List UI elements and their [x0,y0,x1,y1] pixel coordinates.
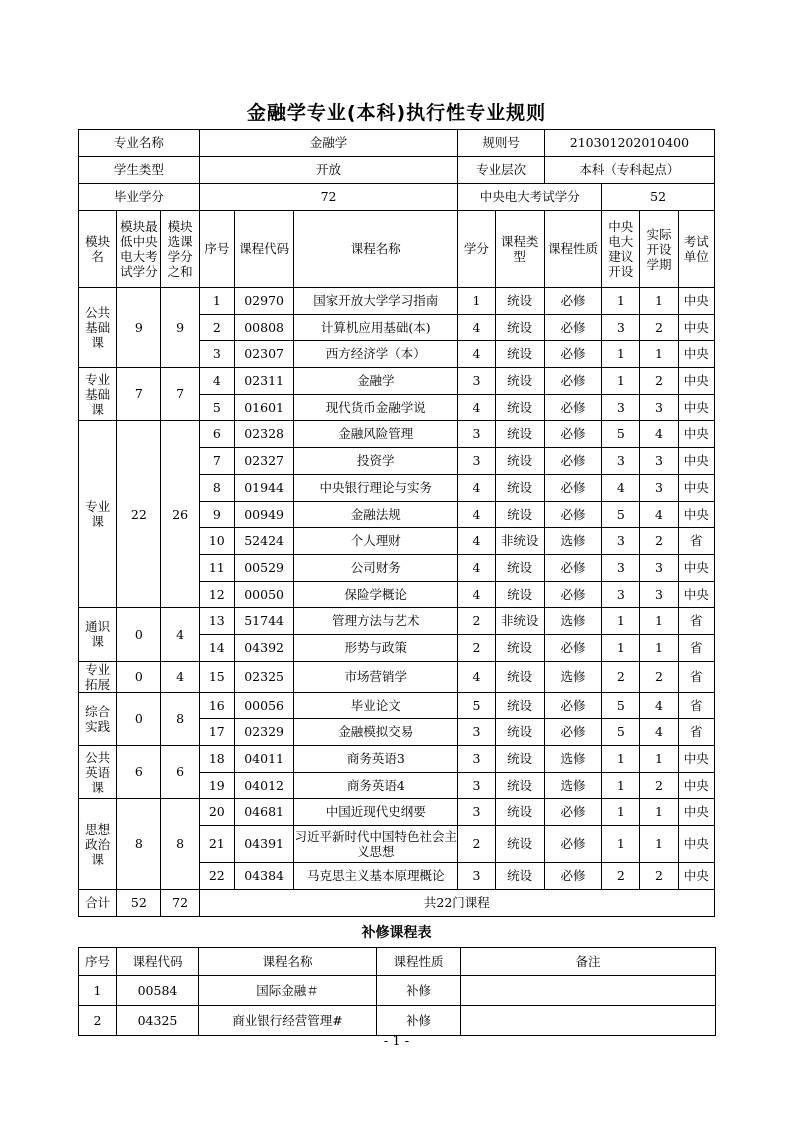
makeup-name: 商业银行经营管理# [199,1006,377,1036]
course-exam: 省 [678,528,714,555]
course-type: 统设 [495,368,544,395]
info-row-2 [79,157,715,184]
course-seq: 17 [199,719,234,746]
course-actual: 4 [640,501,678,528]
module-sum-credits: 9 [161,288,199,368]
makeup-header-seq: 序号 [79,948,117,976]
course-code: 00808 [234,314,293,341]
course-actual: 4 [640,692,678,719]
course-nature: 必修 [544,634,601,661]
major-level-label: 专业层次 [458,157,545,184]
course-code: 02325 [234,661,293,692]
course-seq: 8 [199,474,234,501]
course-credit: 3 [458,746,495,773]
course-credit: 2 [458,826,495,863]
total-row [79,889,715,916]
course-actual: 2 [640,661,678,692]
course-credit: 5 [458,692,495,719]
student-type-value: 开放 [199,157,458,184]
course-code: 02307 [234,341,293,368]
course-actual: 1 [640,799,678,826]
course-nature: 必修 [544,799,601,826]
header-code: 课程代码 [234,211,293,288]
header-type: 课程类型 [495,211,544,288]
course-name: 金融风险管理 [294,421,458,448]
course-code: 02970 [234,288,293,315]
course-type: 统设 [495,421,544,448]
course-seq: 10 [199,528,234,555]
course-exam: 中央 [678,554,714,581]
course-actual: 3 [640,474,678,501]
course-exam: 中央 [678,826,714,863]
course-code: 02329 [234,719,293,746]
course-actual: 1 [640,634,678,661]
course-nature: 必修 [544,288,601,315]
course-nature: 选修 [544,746,601,773]
course-suggest: 5 [602,719,640,746]
graduation-credits-value: 72 [199,184,458,211]
course-seq: 7 [199,448,234,475]
course-exam: 省 [678,634,714,661]
course-suggest: 3 [602,554,640,581]
course-type: 统设 [495,719,544,746]
course-credit: 4 [458,501,495,528]
course-type: 统设 [495,288,544,315]
course-code: 01601 [234,394,293,421]
total-label: 合计 [79,889,117,916]
module-sum-credits: 4 [161,661,199,692]
course-seq: 20 [199,799,234,826]
course-seq: 6 [199,421,234,448]
module-min-credits: 9 [117,288,161,368]
header-actual: 实际开设学期 [640,211,678,288]
course-credit: 1 [458,288,495,315]
course-type: 统设 [495,661,544,692]
course-code: 04681 [234,799,293,826]
course-exam: 中央 [678,341,714,368]
central-exam-credits-label: 中央电大考试学分 [458,184,602,211]
table-row [79,1006,716,1036]
course-suggest: 3 [602,528,640,555]
course-name: 金融法规 [294,501,458,528]
rule-number-value: 210301202010400 [544,130,714,157]
course-credit: 3 [458,799,495,826]
total-sum-credits: 72 [161,889,199,916]
course-suggest: 3 [602,314,640,341]
makeup-header-name: 课程名称 [199,948,377,976]
course-suggest: 1 [602,746,640,773]
course-exam: 中央 [678,394,714,421]
course-exam: 省 [678,692,714,719]
module-name: 专业课 [79,421,117,608]
course-type: 统设 [495,448,544,475]
course-code: 02327 [234,448,293,475]
major-name-value: 金融学 [199,130,458,157]
course-type: 统设 [495,799,544,826]
course-credit: 4 [458,394,495,421]
module-sum-credits: 26 [161,421,199,608]
course-seq: 9 [199,501,234,528]
course-suggest: 1 [602,288,640,315]
makeup-code: 04325 [117,1006,199,1036]
course-exam: 中央 [678,772,714,799]
course-seq: 21 [199,826,234,863]
course-credit: 4 [458,528,495,555]
course-suggest: 4 [602,474,640,501]
student-type-label: 学生类型 [79,157,200,184]
makeup-header-row [79,948,716,976]
makeup-course-table [78,947,716,1036]
info-row-1 [79,130,715,157]
table-row [79,421,715,448]
course-suggest: 1 [602,608,640,635]
table-row [79,661,715,692]
header-min-credits: 模块最低中央电大考试学分 [117,211,161,288]
course-type: 统设 [495,341,544,368]
course-name: 形势与政策 [294,634,458,661]
course-exam: 省 [678,719,714,746]
makeup-remark [461,1006,716,1036]
course-name: 管理方法与艺术 [294,608,458,635]
module-sum-credits: 8 [161,692,199,745]
course-name: 习近平新时代中国特色社会主义思想 [294,826,458,863]
rule-number-label: 规则号 [458,130,545,157]
course-type: 统设 [495,746,544,773]
table-row [79,692,715,719]
course-suggest: 2 [602,863,640,890]
makeup-name: 国际金融＃ [199,976,377,1006]
table-row [79,976,716,1006]
header-nature: 课程性质 [544,211,601,288]
course-credit: 4 [458,581,495,608]
course-code: 01944 [234,474,293,501]
course-seq: 15 [199,661,234,692]
course-actual: 2 [640,772,678,799]
course-type: 统设 [495,772,544,799]
course-code: 00056 [234,692,293,719]
course-credit: 3 [458,421,495,448]
course-code: 02311 [234,368,293,395]
course-nature: 必修 [544,314,601,341]
makeup-code: 00584 [117,976,199,1006]
table-row [79,746,715,773]
course-name: 国家开放大学学习指南 [294,288,458,315]
course-suggest: 5 [602,501,640,528]
header-module: 模块名 [79,211,117,288]
course-seq: 3 [199,341,234,368]
course-nature: 必修 [544,554,601,581]
course-code: 00529 [234,554,293,581]
course-exam: 省 [678,661,714,692]
course-credit: 4 [458,661,495,692]
course-code: 00050 [234,581,293,608]
module-name: 公共基础课 [79,288,117,368]
module-name: 公共英语课 [79,746,117,799]
module-min-credits: 0 [117,692,161,745]
course-actual: 3 [640,554,678,581]
makeup-header-remark: 备注 [461,948,716,976]
course-code: 04384 [234,863,293,890]
course-nature: 必修 [544,394,601,421]
column-header-row [79,211,715,288]
course-exam: 中央 [678,799,714,826]
course-credit: 3 [458,719,495,746]
course-name: 公司财务 [294,554,458,581]
course-exam: 中央 [678,314,714,341]
course-actual: 1 [640,826,678,863]
course-exam: 中央 [678,421,714,448]
course-exam: 中央 [678,448,714,475]
module-min-credits: 7 [117,368,161,421]
header-exam: 考试单位 [678,211,714,288]
course-name: 投资学 [294,448,458,475]
course-seq: 14 [199,634,234,661]
makeup-nature: 补修 [377,1006,461,1036]
course-name: 马克思主义基本原理概论 [294,863,458,890]
course-seq: 16 [199,692,234,719]
course-type: 统设 [495,314,544,341]
header-seq: 序号 [199,211,234,288]
course-nature: 必修 [544,826,601,863]
course-name: 保险学概论 [294,581,458,608]
course-nature: 选修 [544,772,601,799]
table-row [79,288,715,315]
makeup-nature: 补修 [377,976,461,1006]
module-sum-credits: 4 [161,608,199,661]
course-name: 西方经济学（本） [294,341,458,368]
course-exam: 中央 [678,501,714,528]
course-code: 51744 [234,608,293,635]
course-nature: 必修 [544,581,601,608]
course-name: 毕业论文 [294,692,458,719]
course-name: 商务英语3 [294,746,458,773]
course-actual: 2 [640,528,678,555]
course-type: 统设 [495,474,544,501]
course-name: 中国近现代史纲要 [294,799,458,826]
course-suggest: 1 [602,368,640,395]
course-actual: 3 [640,394,678,421]
course-type: 非统设 [495,528,544,555]
course-name: 计算机应用基础(本) [294,314,458,341]
course-credit: 4 [458,474,495,501]
makeup-seq: 1 [79,976,117,1006]
course-name: 现代货币金融学说 [294,394,458,421]
course-name: 金融学 [294,368,458,395]
module-min-credits: 8 [117,799,161,889]
course-type: 统设 [495,863,544,890]
course-code: 04391 [234,826,293,863]
makeup-remark [461,976,716,1006]
course-actual: 3 [640,581,678,608]
course-type: 统设 [495,394,544,421]
course-exam: 中央 [678,288,714,315]
course-credit: 2 [458,634,495,661]
course-seq: 1 [199,288,234,315]
course-credit: 3 [458,772,495,799]
page-title: 金融学专业(本科)执行性专业规则 [246,102,547,124]
major-name-label: 专业名称 [79,130,200,157]
program-rules-table [78,129,715,917]
module-name: 专业拓展 [79,661,117,692]
course-name: 金融模拟交易 [294,719,458,746]
info-row-3 [79,184,715,211]
course-type: 非统设 [495,608,544,635]
module-name: 思想政治课 [79,799,117,889]
course-type: 统设 [495,581,544,608]
course-actual: 1 [640,608,678,635]
makeup-header-code: 课程代码 [117,948,199,976]
course-name: 中央银行理论与实务 [294,474,458,501]
course-nature: 选修 [544,661,601,692]
total-min-credits: 52 [117,889,161,916]
course-exam: 中央 [678,368,714,395]
course-type: 统设 [495,692,544,719]
module-min-credits: 0 [117,608,161,661]
course-credit: 3 [458,863,495,890]
course-nature: 选修 [544,608,601,635]
course-actual: 2 [640,314,678,341]
course-nature: 选修 [544,528,601,555]
module-min-credits: 22 [117,421,161,608]
course-type: 统设 [495,501,544,528]
course-nature: 必修 [544,368,601,395]
course-seq: 4 [199,368,234,395]
course-code: 02328 [234,421,293,448]
course-exam: 省 [678,608,714,635]
total-course-count: 共22门课程 [199,889,714,916]
module-sum-credits: 8 [161,799,199,889]
table-row [79,368,715,395]
course-nature: 必修 [544,341,601,368]
course-suggest: 1 [602,341,640,368]
course-suggest: 1 [602,634,640,661]
major-level-value: 本科（专科起点） [544,157,714,184]
course-seq: 11 [199,554,234,581]
course-suggest: 5 [602,421,640,448]
course-name: 个人理财 [294,528,458,555]
table-row [79,799,715,826]
page-number: - 1 - [383,1034,410,1049]
course-suggest: 3 [602,448,640,475]
table-row [79,608,715,635]
course-type: 统设 [495,634,544,661]
course-exam: 中央 [678,746,714,773]
course-actual: 4 [640,719,678,746]
course-seq: 22 [199,863,234,890]
course-nature: 必修 [544,501,601,528]
course-seq: 5 [199,394,234,421]
course-nature: 必修 [544,692,601,719]
course-nature: 必修 [544,421,601,448]
course-exam: 中央 [678,474,714,501]
course-seq: 19 [199,772,234,799]
course-nature: 必修 [544,448,601,475]
course-actual: 3 [640,448,678,475]
course-exam: 中央 [678,581,714,608]
course-nature: 必修 [544,474,601,501]
course-suggest: 5 [602,692,640,719]
header-suggest: 中央电大建议开设 [602,211,640,288]
course-actual: 4 [640,421,678,448]
makeup-header-nature: 课程性质 [377,948,461,976]
course-credit: 2 [458,608,495,635]
course-code: 04012 [234,772,293,799]
course-actual: 1 [640,288,678,315]
module-name: 综合实践 [79,692,117,745]
course-suggest: 1 [602,826,640,863]
makeup-seq: 2 [79,1006,117,1036]
course-nature: 必修 [544,719,601,746]
course-credit: 4 [458,341,495,368]
course-seq: 12 [199,581,234,608]
course-actual: 2 [640,368,678,395]
module-min-credits: 0 [117,661,161,692]
course-suggest: 1 [602,799,640,826]
course-code: 52424 [234,528,293,555]
header-sum-credits: 模块选课学分之和 [161,211,199,288]
course-suggest: 2 [602,661,640,692]
central-exam-credits-value: 52 [602,184,715,211]
makeup-table-title: 补修课程表 [361,925,432,941]
module-name: 专业基础课 [79,368,117,421]
graduation-credits-label: 毕业学分 [79,184,200,211]
course-exam: 中央 [678,863,714,890]
course-code: 04392 [234,634,293,661]
course-credit: 3 [458,448,495,475]
header-name: 课程名称 [294,211,458,288]
course-seq: 2 [199,314,234,341]
course-seq: 18 [199,746,234,773]
course-code: 00949 [234,501,293,528]
course-suggest: 1 [602,772,640,799]
course-code: 04011 [234,746,293,773]
course-credit: 4 [458,554,495,581]
course-credit: 4 [458,314,495,341]
course-type: 统设 [495,826,544,863]
course-actual: 2 [640,863,678,890]
course-name: 商务英语4 [294,772,458,799]
course-credit: 3 [458,368,495,395]
course-suggest: 3 [602,581,640,608]
module-name: 通识课 [79,608,117,661]
course-nature: 必修 [544,863,601,890]
module-min-credits: 6 [117,746,161,799]
course-type: 统设 [495,554,544,581]
course-suggest: 3 [602,394,640,421]
course-seq: 13 [199,608,234,635]
course-actual: 1 [640,341,678,368]
module-sum-credits: 6 [161,746,199,799]
course-actual: 1 [640,746,678,773]
module-sum-credits: 7 [161,368,199,421]
header-credit: 学分 [458,211,495,288]
course-name: 市场营销学 [294,661,458,692]
